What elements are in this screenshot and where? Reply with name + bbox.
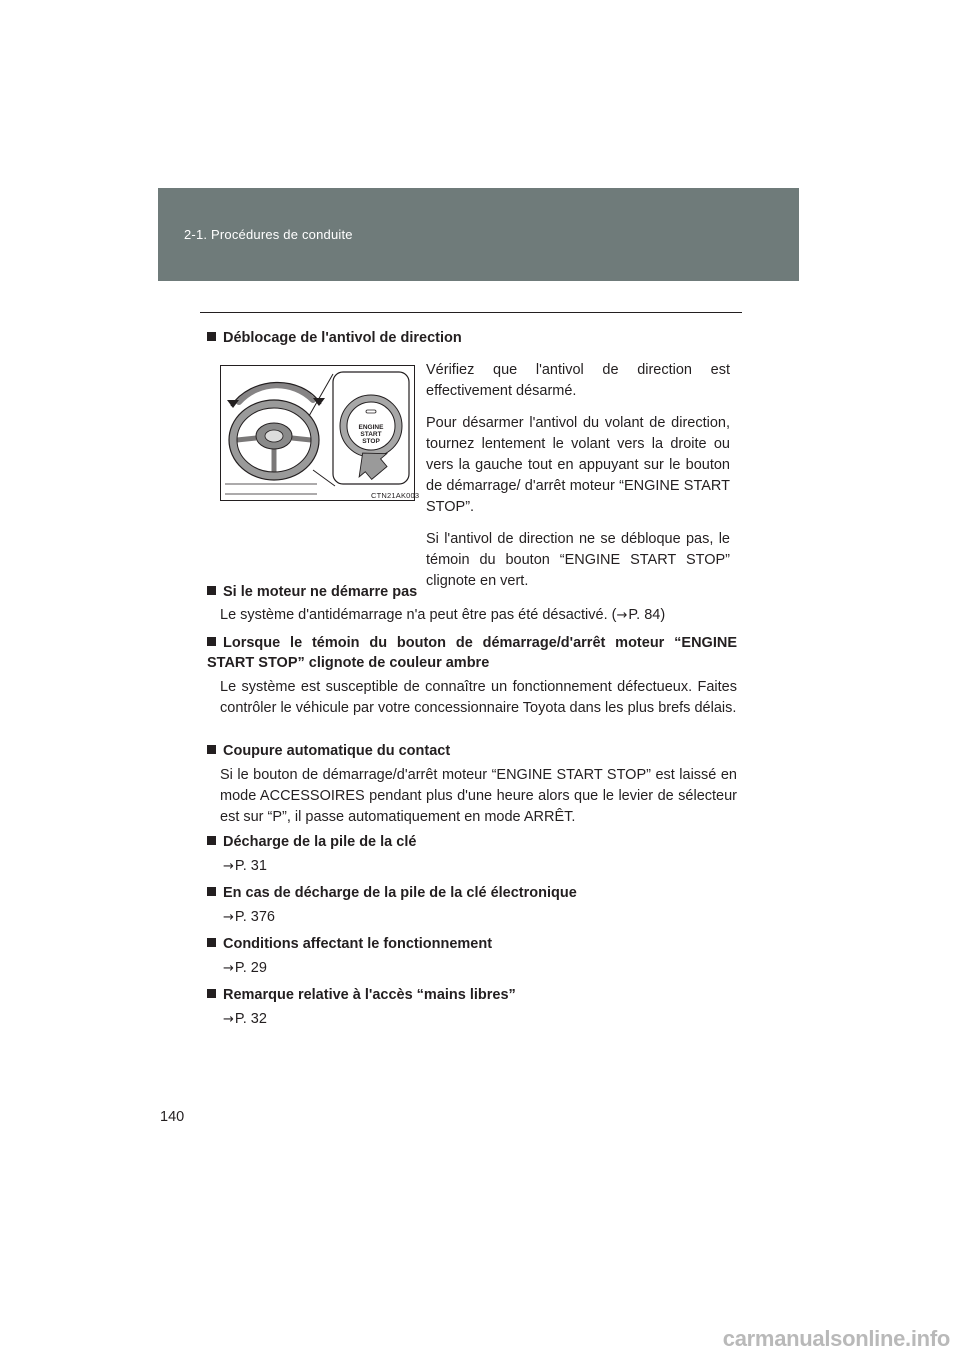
ref-arrow-icon: → [223,961,234,976]
ref-arrow-icon: → [223,910,234,925]
steering-wheel-illustration [221,366,414,500]
section-title-text: Coupure automatique du contact [223,743,451,759]
moteur-text [220,605,737,626]
watermark-logo: carmanualsonline.info [722,1326,950,1351]
bullet-square-icon [207,745,216,754]
paragraph: Si l'antivol de direction ne se débloque pas, le témoin du bouton “ENGINE START STOP” clignote en vert. [426,531,730,589]
section-title-text: En cas de décharge de la pile de la clé électronique [223,885,577,901]
section-title-decharge-elec [207,883,577,903]
chapter-title: 2-1. Procédures de conduite [184,227,353,242]
section-title-remarque [207,985,516,1005]
paragraph: Pour désarmer l'antivol du volant de direction, tournez lentement le volant vers la droite ou vers la gauche tout en appuyant sur le bouton de démarrage/ d'arrêt moteur “ENGINE START STOP”. [426,415,730,515]
decharge-elec-ref[interactable] [223,907,275,928]
section-title-coupure [207,741,450,761]
bullet-square-icon [207,637,216,646]
page-ref: P. 29 [234,960,267,976]
figure-code: CTN21AK003 [371,491,420,500]
section-title-text: Si le moteur ne démarre pas [223,584,418,600]
page-ref: P. 376 [234,909,275,925]
bullet-square-icon [207,989,216,998]
section-title-text: Décharge de la pile de la clé [223,834,417,850]
section-title-text: Remarque relative à l'accès “mains libres” [223,987,516,1003]
paragraph: Vérifiez que l'antivol de direction est effectivement désarmé. [426,362,730,399]
section-title-text: Déblocage de l'antivol de direction [223,330,462,346]
remarque-ref[interactable] [223,1009,267,1030]
section-title-text: Conditions affectant le fonctionnement [223,936,493,952]
conditions-ref[interactable] [223,958,267,979]
button-line-engine: ENGINE [358,424,384,431]
page-ref: P. 84 [628,607,661,623]
page-ref: P. 31 [234,858,267,874]
page-number: 140 [160,1109,185,1125]
section-title-moteur [207,582,417,602]
section-title-conditions [207,934,492,954]
bullet-square-icon [207,836,216,845]
ref-arrow-icon: → [616,608,628,623]
ref-arrow-icon: → [223,859,234,874]
moteur-text-before: Le système d'antidémarrage n'a peut être pas été désactivé. ( [220,607,617,623]
section-title-text: Lorsque le témoin du bouton de démarrage/d'arrêt moteur “ENGINE START STOP” clignote de couleur ambre [207,635,737,671]
temoin-text: Le système est susceptible de connaître un fonctionnement défectueux. Faites contrôler le véhicule par votre concessionnaire Toyota dans les plus brefs délais. [220,679,737,716]
deblocage-text [426,360,730,603]
ref-arrow-icon: → [223,1012,234,1027]
bullet-square-icon [207,887,216,896]
bullet-square-icon [207,332,216,341]
bullet-square-icon [207,586,216,595]
button-line-stop: STOP [362,438,380,445]
decharge-ref[interactable] [223,856,267,877]
steering-lock-figure [220,365,420,501]
section-title-temoin [207,633,737,673]
section-title-decharge [207,832,416,852]
section-divider [200,312,742,313]
header-band [158,188,799,281]
section-title-deblocage [207,328,462,348]
page-ref: P. 32 [234,1011,267,1027]
button-line-start: START [360,431,382,438]
bullet-square-icon [207,938,216,947]
coupure-text: Si le bouton de démarrage/d'arrêt moteur “ENGINE START STOP” est laissé en mode ACCESSOIRES pendant plus d'une heure alors que le levier de sélecteur est sur “P”, il passe automatiquement en mode ARRÊT. [220,767,737,825]
moteur-text-after: ) [660,607,666,623]
